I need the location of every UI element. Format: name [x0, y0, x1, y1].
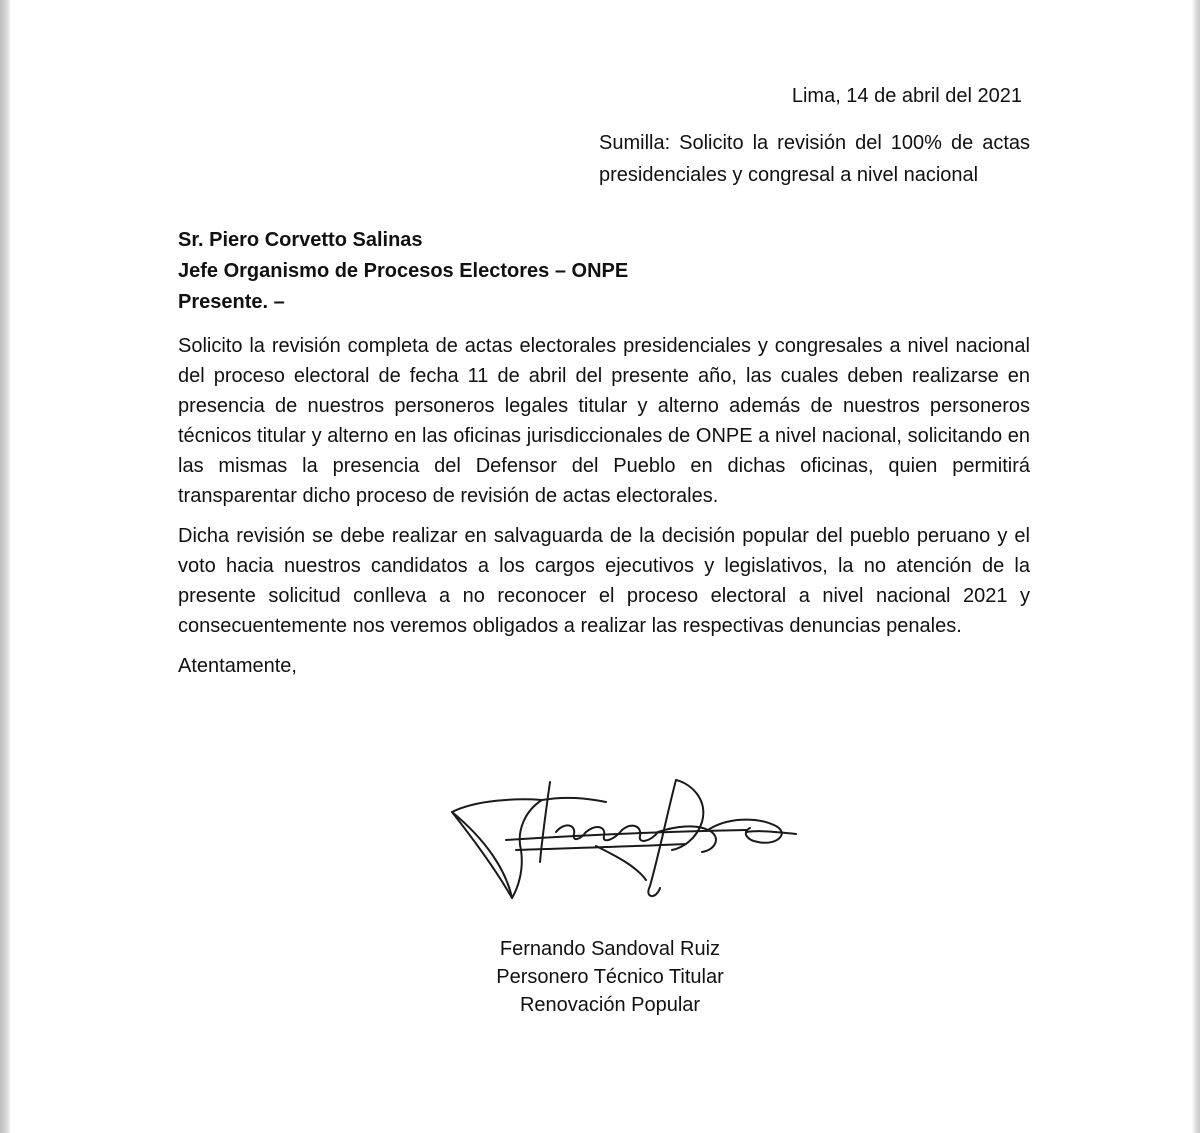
handwritten-signature: [446, 770, 806, 910]
signer-block: [410, 935, 810, 1019]
body-paragraph-1: Solicito la revisión completa de actas electorales presidenciales y congresales a nivel nacional del proceso electoral de fecha 11 de abril del presente año, las cuales deben realizarse en presencia de nuestros personeros legales titular y alterno además de nuestros personeros técnicos titular y alterno en las oficinas jurisdiccionales de ONPE a nivel nacional, solicitando en las mismas la presencia del Defensor del Pueblo en dichas oficinas, quien permitirá transparentar dicho proceso de revisión de actas electorales.: [178, 335, 1030, 507]
addressee-presente: Presente. –: [178, 291, 285, 313]
letter-page: [10, 0, 1192, 1133]
addressee-position: Jefe Organismo de Procesos Electores – ONPE: [178, 260, 629, 282]
letter-date: Lima, 14 de abril del 2021: [791, 85, 1022, 107]
letter-sumilla: Sumilla: Solicito la revisión del 100% de actas presidenciales y congresal a nivel nacional: [599, 132, 1030, 186]
page-edge-right: [1192, 0, 1200, 1133]
signer-title: Personero Técnico Titular: [496, 966, 724, 988]
signer-organization: Renovación Popular: [519, 994, 701, 1016]
closing-salutation: Atentamente,: [178, 655, 297, 677]
addressee-block: [178, 225, 628, 318]
signer-name: Fernando Sandoval Ruiz: [499, 938, 721, 960]
addressee-name: Sr. Piero Corvetto Salinas: [178, 229, 423, 251]
page-edge-left: [0, 0, 10, 1133]
body-paragraph-2: Dicha revisión se debe realizar en salvaguarda de la decisión popular del pueblo peruano y el voto hacia nuestros candidatos a los cargos ejecutivos y legislativos, la no atención de la presente solicitud conlleva a no reconocer el proceso electoral a nivel nacional 2021 y consecuentemente nos veremos obligados a realizar las respectivas denuncias penales.: [178, 525, 1030, 637]
